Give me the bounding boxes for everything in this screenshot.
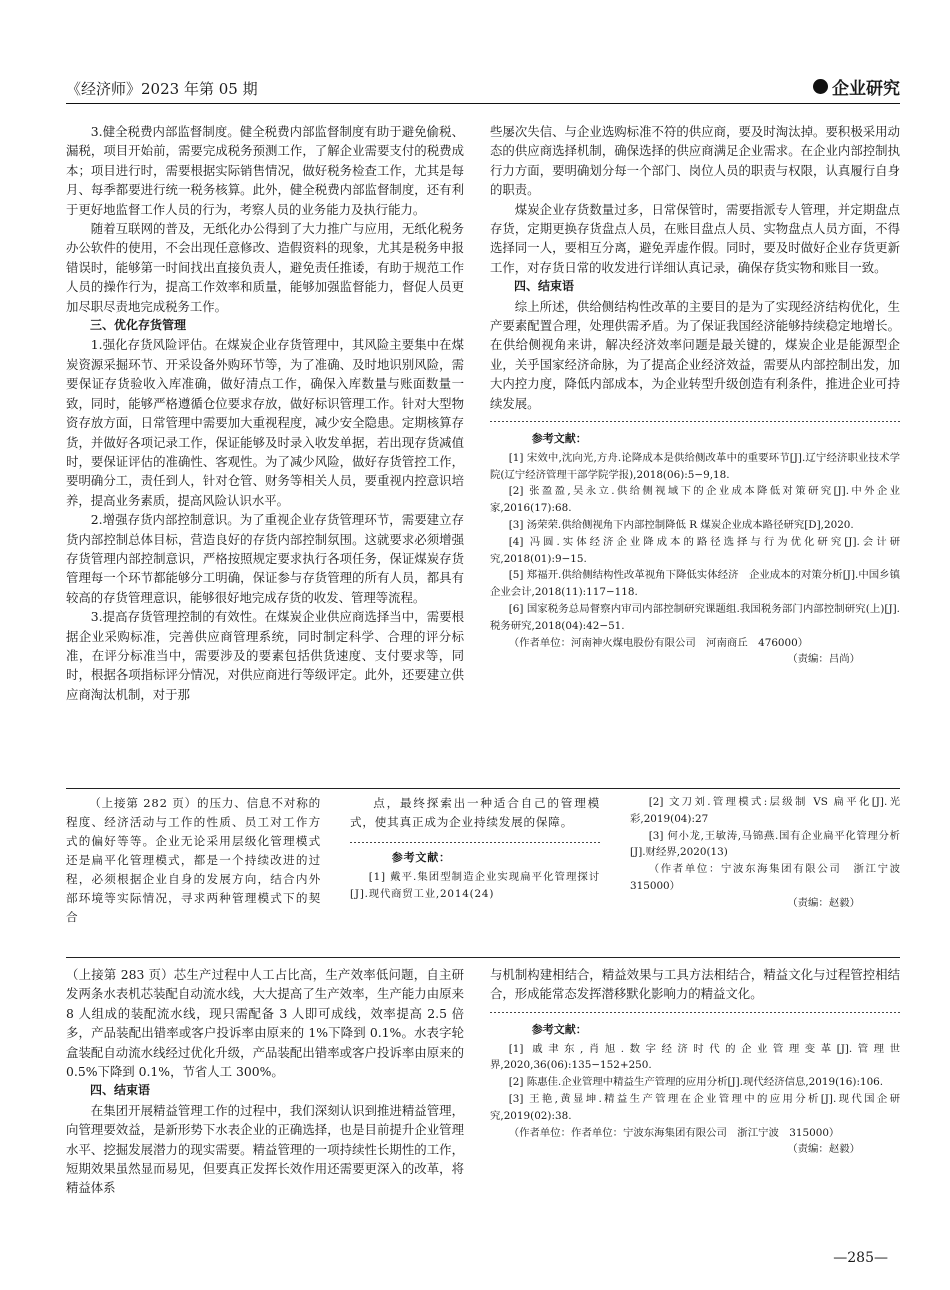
editor-note: （责编：赵毅） (787, 1143, 860, 1156)
author-affiliation: （作者单位：河南神火煤电股份有限公司 河南商丘 476000） (508, 636, 809, 649)
article2-text: （上接第 282 页）的压力、信息不对称的程度、经济活动与工作的性质、员工对工作方式的偏好等等。企业无论采用层级化管理模式还是扁平化管理模式，都是一个持续改进的过程，必须根据企业自身的发展方向，结合内外部环境等实际情况，寻求两种管理模式下的契合 (66, 796, 321, 924)
paragraph: （上接第 283 页）芯生产过程中人工占比高，生产效率低问题，自主研发两条水表机芯装配自动流水线，大大提高了生产效率，生产能力由原来 8 人组成的装配流水线，现只需配备 3 人即可成线，效率提高 2.5 倍多，产品装配出错率或客户投诉率由原来的 1%下降到 0.1%。水表字轮盒装配自动流水线经过优化升级，产品装配出错率或客户投诉率由原来的 0.5%下降到 0.1%，节省人工 300%。 (66, 967, 464, 1080)
author-affiliation: （作者单位：宁波东海集团有限公司 浙江宁波 315000） (630, 863, 911, 892)
article2-column-2 (350, 794, 600, 952)
paragraph: 煤炭企业存货数量过多，日常保管时，需要指派专人管理，并定期盘点存货，定期更换存货盘点人员，在账目盘点人员、实物盘点人员方面，不得选择同一人，要相互分离，避免弄虚作假。同时，要及时做好企业存货更新工作，对存货日常的收发进行详细认真记录，确保存货实物和账目一致。 (490, 201, 900, 275)
refs-title: 参考文献： (391, 851, 451, 864)
reference-item: [3] 何小龙,王敏涛,马锦燕.国有企业扁平化管理分析[J].财经界,2020(13) (630, 829, 900, 859)
article2-column-1 (66, 794, 321, 952)
article1-left-column (66, 122, 464, 757)
reference-item: [1] 戴平.集团型制造企业实现扁平化管理探讨[J].现代商贸工业,2014(24) (350, 870, 600, 900)
section-heading: 四、结束语 (514, 279, 575, 294)
reference-item: [3] 汤荣荣.供给侧视角下内部控制降低 R 煤炭企业成本路径研究[D],2020. (508, 519, 854, 532)
reference-item: [1] 戚聿东,肖旭.数字经济时代的企业管理变革[J].管理世界,2020,36(06):135−152+250. (490, 1042, 900, 1072)
refs-title: 参考文献： (531, 432, 587, 446)
paragraph: 综上所述，供给侧结构性改革的主要目的是为了实现经济结构优化，生产要素配置合理，处理供需矛盾。为了保证我国经济能够持续稳定地增长。在供给侧视角来讲，解决经济效率问题是最关键的，煤炭企业是能源型企业，关乎国家经济命脉，为了提高企业经济效益，需要从内部控制出发，加大内控力度，降低内部成本，为企业转型升级创造有利条件，推进企业可持续发展。 (490, 298, 900, 411)
author-affiliation: （作者单位：作者单位：宁波东海集团有限公司 浙江宁波 315000） (508, 1126, 840, 1139)
paragraph: 与机制构建相结合，精益效果与工具方法相结合，精益文化与过程管控相结合，形成能常态发挥潜移默化影响力的精益文化。 (490, 967, 900, 1002)
section-text: 企业研究 (832, 79, 900, 99)
refs-list (490, 450, 900, 635)
refs-list (350, 869, 600, 903)
paragraph: 3.提高存货管理控制的有效性。在煤炭企业供应商选择当中，需要根据企业采购标准，完善供应商管理系统，同时制定科学、合理的评分标准，在评分标准当中，需要涉及的要素包括供货速度、支付要求等，同时，根据各项指标评分情况，对供应商进行等级评定。此外，还要建立供应商淘汰机制，对于那 (66, 609, 464, 702)
reference-item: [3] 王艳,黄显坤.精益生产管理在企业管理中的应用分析[J].现代国企研究,2019(02):38. (490, 1093, 900, 1122)
article2-column-3 (630, 794, 911, 952)
paragraph: 3.健全税费内部监督制度。健全税费内部监督制度有助于避免偷税、漏税，项目开始前，需要完成税务预测工作，了解企业需要支付的税费成本；项目进行时，需要根据实际销售情况，做好税务检查工作，尤其是每月、每季都要进行统一税务核算。此外，健全税费内部监督制度，还有利于更好地监督工作人员的行为，考察人员的业务能力及执行能力。 (66, 124, 464, 217)
paragraph: 1.强化存货风险评估。在煤炭企业存货管理中，其风险主要集中在煤炭资源采掘环节、开采设备外购环节等，为了准确、及时地识别风险，需要保证存货验收入库准确，做好清点工作，确保入库数量与账面数量一致，同时，能够严格遵循仓位要求存放，做好标识管理工作。针对大型物资存放方面，日常管理中需要加大重视程度，减少安全隐患。定期核算存货，并做好各项记录工作，保证能够及时录入收发单据，若出现存货减值时，要保证评估的准确性、客观性。为了减少风险，做好存货管控工作，要明确分工，责任到人，针对仓管、财务等相关人员，要重视内控意识培养，提高业务素质，提高风险认识水平。 (66, 337, 464, 508)
page-number: —285— (833, 1250, 888, 1266)
journal-title: 《经济师》2023 年第 05 期 (66, 80, 258, 98)
paragraph: 些屡次失信、与企业选购标准不符的供应商，要及时淘汰掉。要积极采用动态的供应商选择机制，确保选择的供应商满足企业需求。在企业内部控制执行力方面，要明确划分每一个部门、岗位人员的职责与权限，认真履行自身的职责。 (490, 124, 900, 198)
article-separator (66, 957, 900, 958)
paragraph: 2.增强存货内部控制意识。为了重视企业存货管理环节，需要建立存货内部控制总体目标，营造良好的存货内部控制氛围。这就要求必须增强存货管理内部控制意识，严格按照规定要求执行各项任务，保证煤炭存货管理每一个环节都能够分工明确，保证参与存货管理的所有人员，都具有较高的存货管理意识，能够很好地完成存货的收发、管理等流程。 (66, 512, 464, 605)
separator (490, 419, 900, 425)
separator (350, 840, 600, 846)
editor-note: （责编：赵毅） (787, 896, 860, 909)
reference-item: [2] 文刀刘.管理模式:层级制 VS 扁平化[J].光彩,2019(04):27 (630, 796, 900, 825)
refs-title: 参考文献： (531, 1022, 587, 1036)
article-separator (66, 788, 900, 789)
reference-item: [4] 冯圆.实体经济企业降成本的路径选择与行为优化研究[J].会计研究,2018(01):9−15. (490, 535, 900, 565)
editor-note: （责编：吕尚） (787, 653, 860, 666)
section-heading: 三、优化存货管理 (90, 318, 187, 333)
separator (490, 1010, 900, 1016)
reference-item: [6] 国家税务总局督察内审司内部控制研究课题组.我国税务部门内部控制研究(上)[J].税务研究,2018(04):42−51. (490, 603, 900, 632)
header-rule (66, 103, 900, 104)
article1-right-column (490, 122, 900, 757)
article3-right-column (490, 965, 900, 1245)
section-label (813, 74, 900, 99)
article1-references (490, 431, 900, 668)
reference-item: [5] 郑福开.供给侧结构性改革视角下降低实体经济 企业成本的对策分析[J].中国乡镇企业会计,2018(11):117−118. (490, 569, 900, 599)
article3-right-body (490, 965, 900, 1004)
reference-item: [2] 张盈盈,吴永立.供给侧视域下的企业成本降低对策研究[J].中外企业家,2016(17):68. (490, 485, 900, 515)
section-heading: 四、结束语 (90, 1083, 151, 1098)
bullet-icon (813, 79, 828, 94)
article2-text-end: 点，最终探索出一种适合自己的管理模式，使其真正成为企业持续发展的保障。 (350, 796, 600, 829)
paragraph: 在集团开展精益管理工作的过程中，我们深刻认识到推进精益管理，向管理要效益，是新形势下水表企业的正确选择，也是目前提升企业管理水平、挖掘发展潜力的现实需要。精益管理的一项持续性长期性的工作，短期效果虽然显而易见，但要真正发挥长效作用还需要更深入的改革，将精益体系 (66, 1102, 464, 1196)
paragraph: 随着互联网的普及，无纸化办公得到了大力推广与应用，无纸化税务办公软件的使用，不会出现任意修改、造假资料的现象，尤其是税务申报错误时，能够第一时间找出直接负责人，避免责任推诿，有助于规范工作人员的操作行为，提高工作效率和质量，能够加强监督能力，督促人员更加尽职尽责地完成税务工作。 (66, 221, 464, 314)
reference-item: [2] 陈惠佳.企业管理中精益生产管理的应用分析[J].现代经济信息,2019(16):106. (508, 1076, 884, 1089)
refs-list (630, 794, 900, 861)
refs-list (490, 1041, 900, 1125)
article3-left-column (66, 965, 464, 1235)
reference-item: [1] 宋效中,沈向光,方舟.论降成本是供给侧改革中的重要环节[J].辽宁经济职业技术学院(辽宁经济管理干部学院学报),2018(06):5−9,18. (490, 451, 900, 481)
article1-right-body (490, 122, 900, 413)
